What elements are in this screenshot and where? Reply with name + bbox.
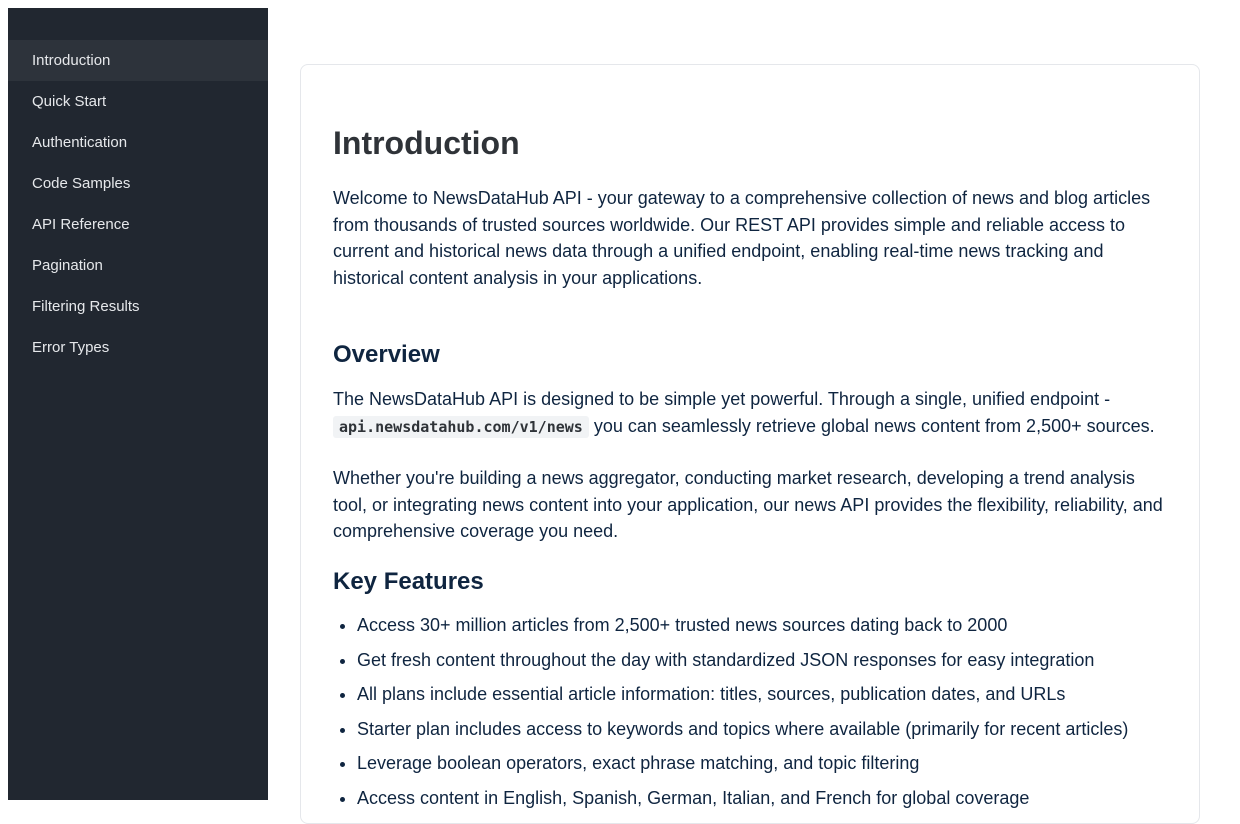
list-item: • All plans include essential article information: titles, sources, publication dates, and URLs [357, 682, 1197, 706]
sidebar-item-introduction[interactable]: Introduction [8, 40, 268, 81]
list-item: • Get fresh content throughout the day with standardized JSON responses for easy integration [357, 648, 1197, 672]
sidebar-item-code-samples[interactable]: Code Samples [32, 175, 131, 192]
features-list [333, 613, 1197, 820]
sidebar [8, 8, 268, 800]
sidebar-item-api-reference[interactable]: API Reference [32, 216, 130, 233]
sidebar-item-quick-start[interactable]: Quick Start [32, 93, 107, 110]
sidebar-item-authentication[interactable]: Authentication [32, 134, 128, 151]
sidebar-item-pagination[interactable]: Pagination [32, 257, 103, 274]
intro-paragraph: Welcome to NewsDataHub API - your gateway to a comprehensive collection of news and blog articles from thousands of trusted sources worldwide. Our REST API provides simple and reliable access to current and historical news data through a unified endpoint, enabling real-time news tracking and historical content analysis in your applications. [333, 188, 1151, 288]
overview-paragraph-2: Whether you're building a news aggregator, conducting market research, developing a trend analysis tool, or integrating news content into your application, our news API provides the flexibility, reliability, and comprehensive coverage you need. [333, 468, 1163, 541]
overview-paragraph [333, 386, 1173, 440]
features-heading: Key Features [333, 568, 484, 595]
list-item: • Access content in English, Spanish, German, Italian, and French for global coverage [357, 786, 1197, 810]
list-item: • Leverage boolean operators, exact phrase matching, and topic filtering [357, 751, 1197, 775]
overview-text-after: you can seamlessly retrieve global news content from 2,500+ sources. [593, 415, 1155, 436]
sidebar-item-error-types[interactable]: Error Types [32, 339, 110, 356]
page-title: Introduction [333, 125, 520, 161]
list-item: • Starter plan includes access to keywords and topics where available (primarily for recent articles) [357, 717, 1197, 741]
endpoint-code: api.newsdatahub.com/v1/news [333, 416, 589, 438]
content-card [300, 64, 1200, 824]
overview-text-before: The NewsDataHub API is designed to be simple yet powerful. Through a single, unified endpoint - [333, 389, 1111, 409]
overview-heading: Overview [333, 341, 440, 368]
sidebar-item-filtering-results[interactable]: Filtering Results [32, 298, 140, 315]
list-item: • Access 30+ million articles from 2,500+ trusted news sources dating back to 2000 [357, 613, 1197, 637]
